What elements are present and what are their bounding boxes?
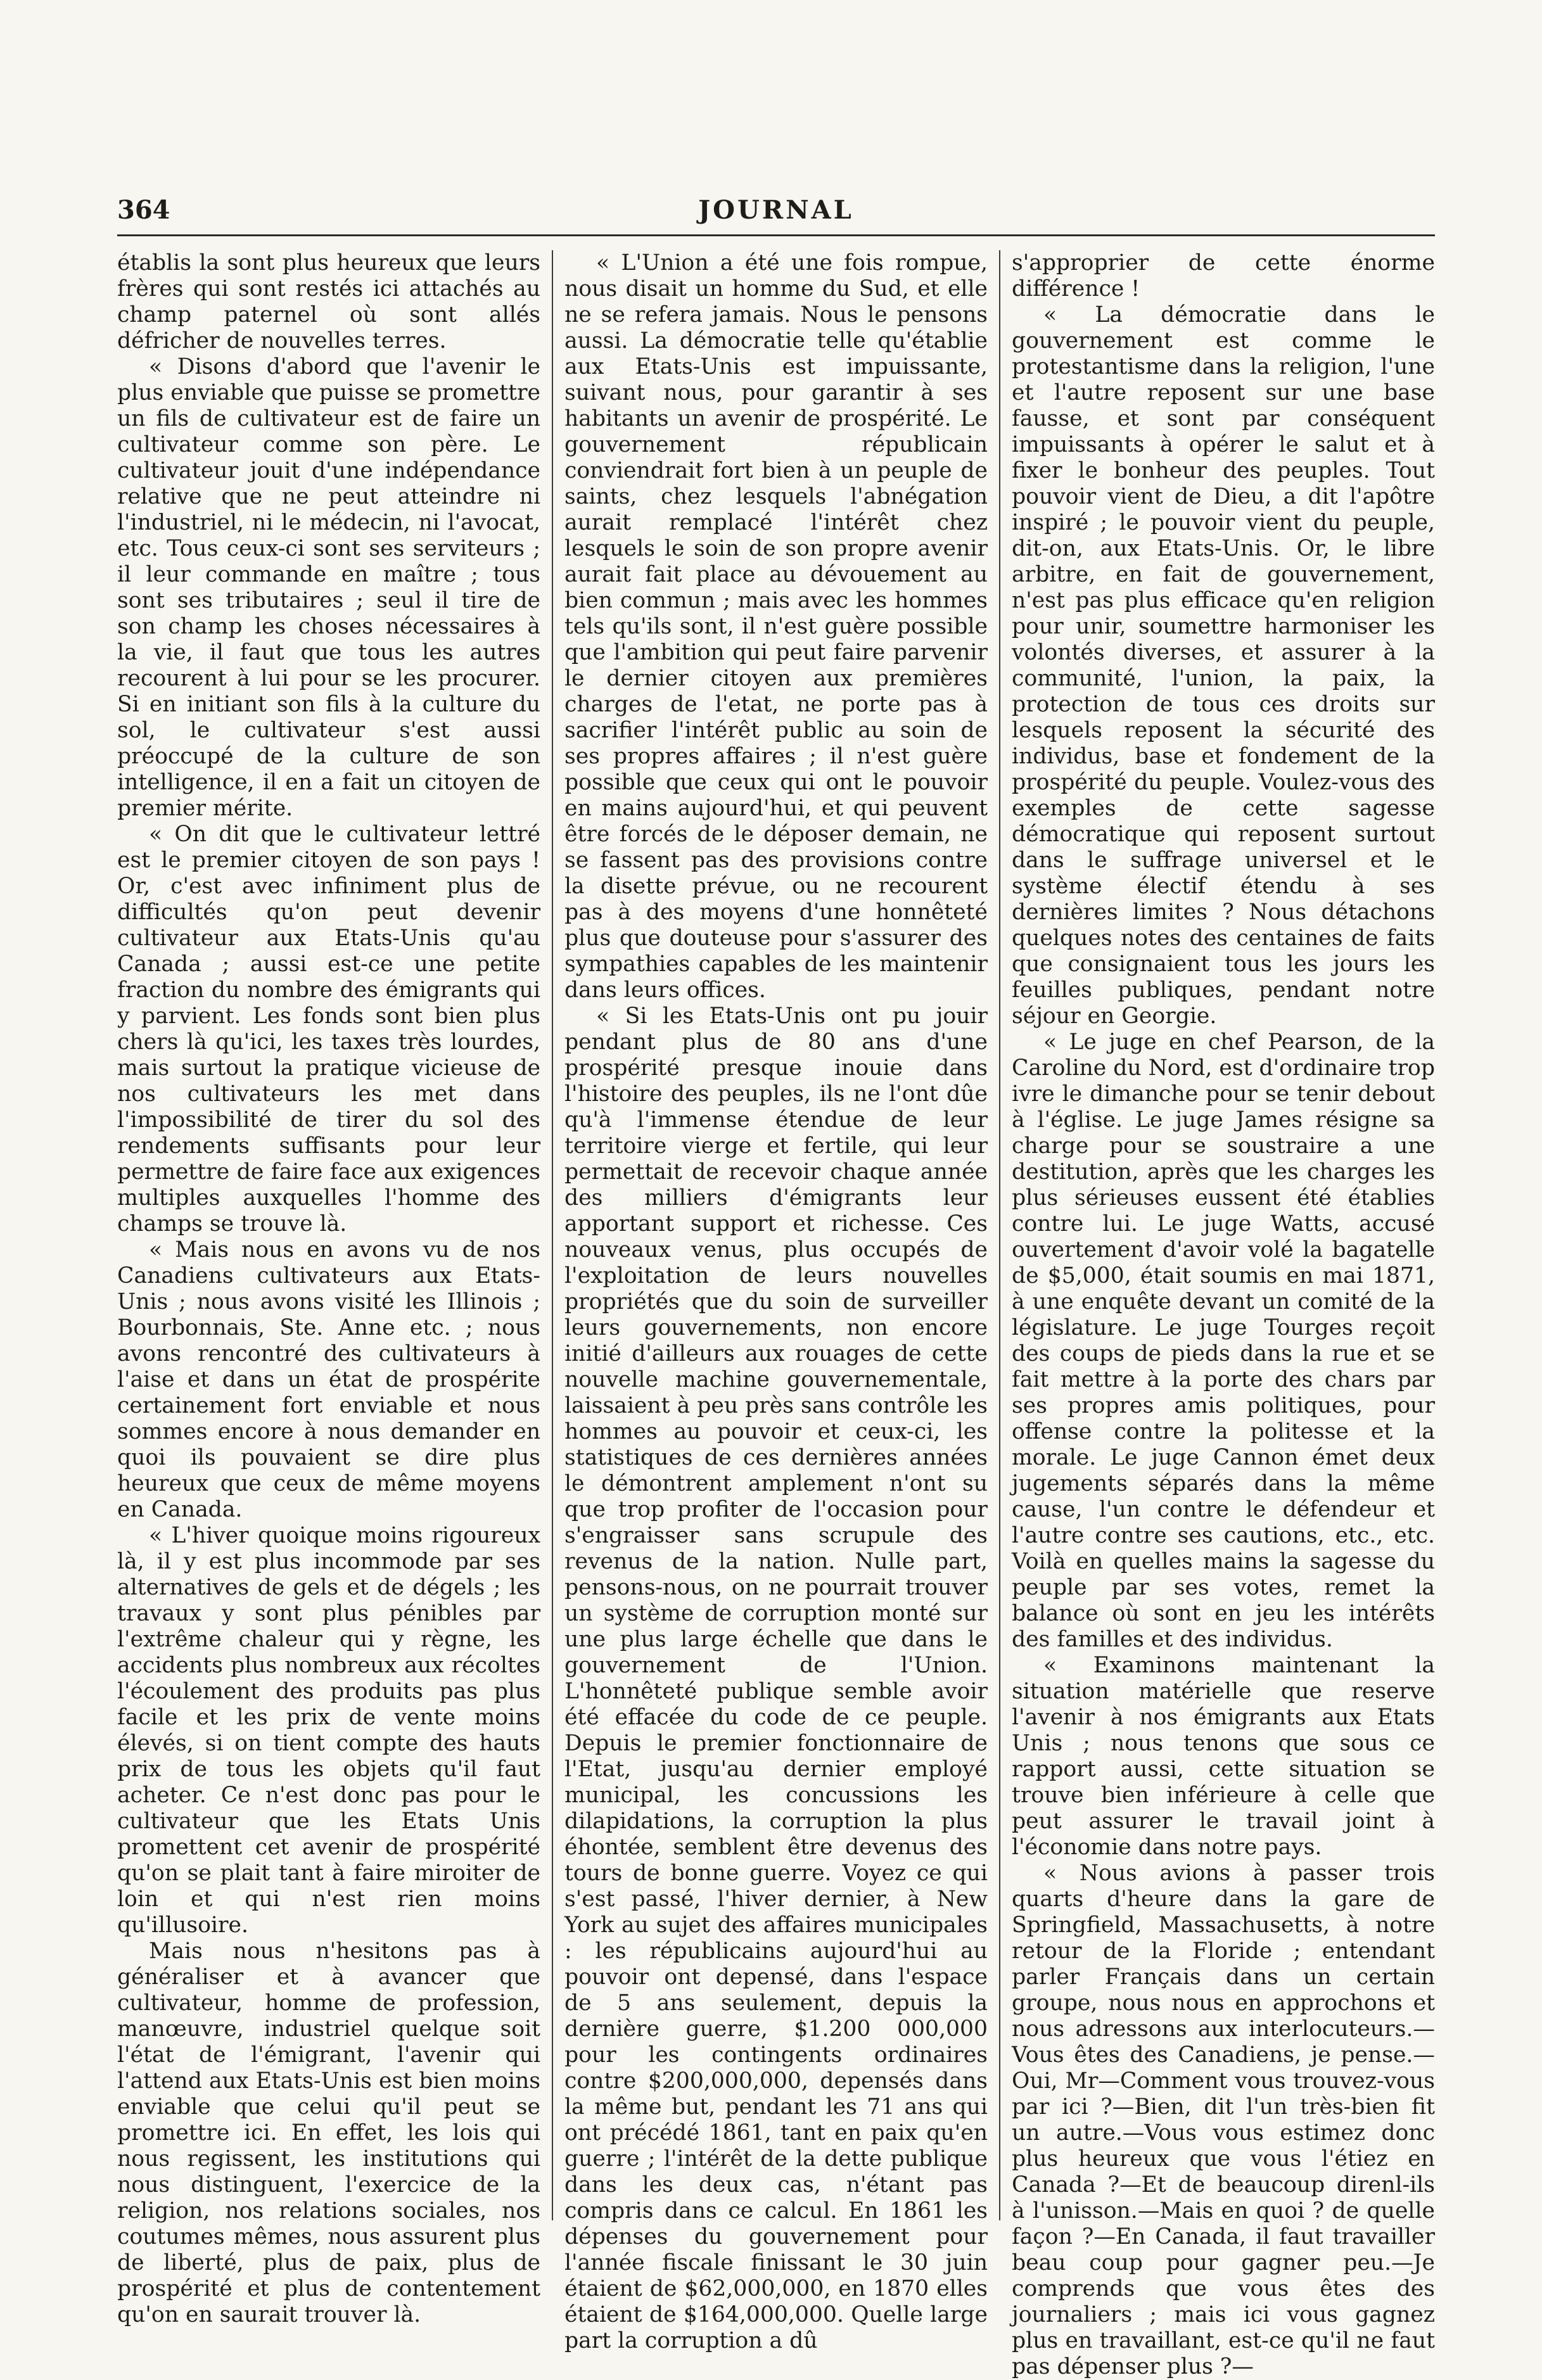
page-number: 364	[117, 195, 170, 225]
paragraph: « Disons d'abord que l'avenir le plus enviable que puisse se promettre un fils de cultivateur est de faire un cultivateur comme son père. Le cultivateur jouit d'une indépendance relative que ne peut atteindre ni l'industriel, ni le médecin, ni l'avocat, etc. Tous ceux-ci sont ses serviteurs ; il leur commande en maître ; tous sont ses tributaires ; seul il tire de son champ les choses nécessaires à la vie, il faut que tous les autres recourent à lui pour se les procurer. Si en initiant son fils à la culture du sol, le cultivateur s'est aussi préoccupé de la culture de son intelligence, il en a fait un citoyen de premier mérite.	[117, 354, 540, 821]
paragraph: Mais nous n'hesitons pas à généraliser et à avancer que cultivateur, homme de profession, manœuvre, industriel quelque soit l'état de l'émigrant, l'avenir qui l'attend aux Etats-Unis est bien moins enviable que celui qu'il peut se promettre ici. En effet, les lois qui nous regissent, les institutions qui nous distinguent, l'exercice de la religion, nos relations sociales, nos coutumes mêmes, nous assurent plus de liberté, plus de paix, plus de prospérité et plus de contentement qu'on en saurait trouver là.	[117, 1938, 540, 2327]
page-header	[117, 190, 1435, 236]
paragraph: « L'hiver quoique moins rigoureux là, il y est plus incommode par ses alternatives de gels et de dégels ; les travaux y sont plus pénibles par l'extrême chaleur qui y règne, les accidents plus nombreux aux récoltes l'écoulement des produits pas plus facile et les prix de vente moins élevés, si on tient compte des hauts prix de tous les objets qu'il faut acheter. Ce n'est donc pas pour le cultivateur que les Etats Unis promettent cet avenir de prospérité qu'on se plait tant à faire miroiter de loin et qui n'est rien moins qu'illusoire.	[117, 1523, 540, 1938]
paragraph: « L'Union a été une fois rompue, nous disait un homme du Sud, et elle ne se refera jamais. Nous le pensons aussi. La démocratie telle qu'établie aux Etats-Unis est impuissante, suivant nous, pour garantir à ses habitants un avenir de prospérité. Le gouvernement républicain conviendrait fort bien à un peuple de saints, chez lesquels l'abnégation aurait remplacé l'intérêt chez lesquels le soin de son propre avenir aurait fait place au dévouement au bien commun ; mais avec les hommes tels qu'ils sont, il n'est guère possible que l'ambition qui peut faire parvenir le dernier citoyen aux premières charges de l'etat, ne porte pas à sacrifier l'intérêt public au soin de ses propres affaires ; il n'est guère possible que ceux qui ont le pouvoir en mains aujourd'hui, et qui peuvent être forcés de le déposer demain, ne se fassent pas des provisions contre la disette prévue, ou ne recourent pas à des moyens d'une honnêteté plus que douteuse pour s'assurer des sympathies capables de les maintenir dans leurs offices.	[564, 250, 988, 1003]
paragraph: « Si les Etats-Unis ont pu jouir pendant plus de 80 ans d'une prospérité presque inouie dans l'histoire des peuples, ils ne l'ont dûe qu'à l'immense étendue de leur territoire vierge et fertile, qui leur permettait de recevoir chaque année des milliers d'émigrants leur apportant support et richesse. Ces nouveaux venus, plus occupés de l'exploitation de leurs nouvelles propriétés que du soin de surveiller leurs gouvernements, non encore initié d'ailleurs aux rouages de cette nouvelle machine gouvernementale, laissaient à peu près sans contrôle les hommes au pouvoir et ceux-ci, les statistiques de ces dernières années le démontrent amplement n'ont su que trop profiter de l'occasion pour s'engraisser sans scrupule des revenus de la nation. Nulle part, pensons-nous, on ne pourrait trouver un système de corruption monté sur une plus large échelle que dans le gouvernement de l'Union. L'honnêteté publique semble avoir été effacée du code de ce peuple. Depuis le premier fonctionnaire de l'Etat, jusqu'au dernier employé municipal, les concussions les dilapidations, la corruption la plus éhontée, semblent être devenus des tours de bonne guerre. Voyez ce qui s'est passé, l'hiver dernier, à New York au sujet des affaires municipales : les républicains aujourd'hui au pouvoir ont depensé, dans l'espace de 5 ans seulement, depuis la dernière guerre, $1.200 000,000 pour les contingents ordinaires contre $200,000,000, depensés dans la même but, pendant les 71 ans qui ont précédé 1861, tant en paix qu'en guerre ; l'intérêt de la dette publique dans les deux cas, n'étant pas compris dans ce calcul. En 1861 les dépenses du gouvernement pour l'année fiscale finissant le 30 juin étaient de $62,000,000, en 1870 elles étaient de $164,000,000. Quelle large part la corruption a dû	[564, 1003, 988, 2353]
text-columns	[117, 250, 1435, 2379]
paragraph: « Le juge en chef Pearson, de la Caroline du Nord, est d'ordinaire trop ivre le dimanche pour se tenir debout à l'église. Le juge James résigne sa charge pour se soustraire a une destitution, après que les charges les plus sérieuses eussent été établies contre lui. Le juge Watts, accusé ouvertement d'avoir volé la bagatelle de $5,000, était soumis en mai 1871, à une enquête devant un comité de la législature. Le juge Tourges reçoit des coups de pieds dans la rue et se fait mettre à la porte des chars par ses propres amis politiques, pour offense contre la politesse et la morale. Le juge Cannon émet deux jugements séparés dans la même cause, l'un contre le défendeur et l'autre contre ses cautions, etc., etc. Voilà en quelles mains la sagesse du peuple par ses votes, remet la balance où sont en jeu les intérêts des familles et des individus.	[1012, 1029, 1435, 1652]
column-middle	[552, 250, 999, 2353]
paragraph: « La démocratie dans le gouvernement est comme le protestantisme dans la religion, l'une et l'autre reposent sur une base fausse, et sont par conséquent impuissants à opérer le salut et à fixer le bonheur des peuples. Tout pouvoir vient de Dieu, a dit l'apôtre inspiré ; le pouvoir vient du peuple, dit-on, aux Etats-Unis. Or, le libre arbitre, en fait de gouvernement, n'est pas plus efficace qu'en religion pour unir, soumettre harmoniser les volontés diverses, et assurer à la communité, l'union, la paix, la protection de tous ces droits sur lesquels reposent la sécurité des individus, base et fondement de la prospérité du peuple. Voulez-vous des exemples de cette sagesse démocratique qui reposent surtout dans le suffrage universel et le système électif étendu à ses dernières limites ? Nous détachons quelques notes des centaines de faits que consignaient tous les jours les feuilles publiques, pendant notre séjour en Georgie.	[1012, 302, 1435, 1029]
paragraph: « Examinons maintenant la situation matérielle que reserve l'avenir à nos émigrants aux Etats Unis ; nous tenons que sous ce rapport aussi, cette situation se trouve bien inférieure à celle que peut assurer le travail joint à l'économie dans notre pays.	[1012, 1653, 1435, 1860]
running-head-title: JOURNAL	[698, 195, 854, 225]
paragraph: « On dit que le cultivateur lettré est le premier citoyen de son pays ! Or, c'est avec infiniment plus de difficultés qu'on peut devenir cultivateur aux Etats-Unis qu'au Canada ; aussi est-ce une petite fraction du nombre des émigrants qui y parvient. Les fonds sont bien plus chers là qu'ici, les taxes très lourdes, mais surtout la pratique vicieuse de nos cultivateurs les met dans l'impossibilité de tirer du sol des rendements suffisants pour leur permettre de faire face aux exigences multiples auxquelles l'homme des champs se trouve là.	[117, 822, 540, 1237]
paragraph: « Mais nous en avons vu de nos Canadiens cultivateurs aux Etats-Unis ; nous avons visité les Illinois ; Bourbonnais, Ste. Anne etc. ; nous avons rencontré des cultivateurs à l'aise et dans un état de prospérite certainement fort enviable et nous sommes encore à nous demander en quoi ils pouvaient se dire plus heureux que ceux de même moyens en Canada.	[117, 1237, 540, 1522]
column-left	[117, 250, 552, 2327]
column-right	[999, 250, 1435, 2379]
paragraph: établis la sont plus heureux que leurs frères qui sont restés ici attachés au champ paternel où sont allés défricher de nouvelles terres.	[117, 250, 540, 353]
paragraph: s'approprier de cette énorme différence !	[1012, 250, 1435, 302]
paragraph: « Nous avions à passer trois quarts d'heure dans la gare de Springfield, Massachusetts, à notre retour de la Floride ; entendant parler Français dans un certain groupe, nous nous en approchons et nous adressons aux interlocuteurs.—Vous êtes des Canadiens, je pense.—Oui, Mr—Comment vous trouvez-vous par ici ?—Bien, dit l'un très-bien fit un autre.—Vous vous estimez donc plus heureux que vous l'étiez en Canada ?—Et de beaucoup direnl-ils à l'unisson.—Mais en quoi ? de quelle façon ?—En Canada, il faut travailler beau coup pour gagner peu.—Je comprends que vous êtes des journaliers ; mais ici vous gagnez plus en travaillant, est-ce qu'il ne faut pas dépenser plus ?—	[1012, 1861, 1435, 2379]
journal-page	[117, 190, 1435, 2379]
